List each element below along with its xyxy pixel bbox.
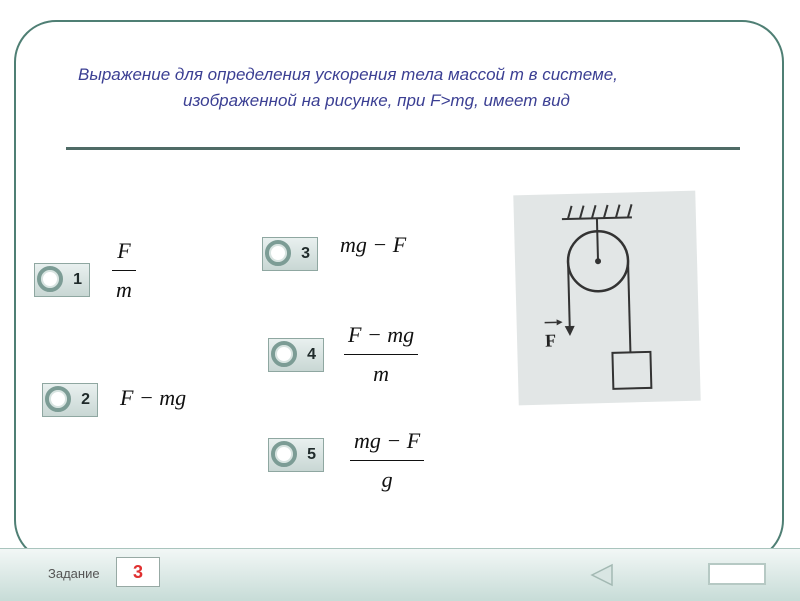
option-2-button[interactable]: [42, 383, 98, 417]
divider: [66, 147, 740, 150]
radio-icon: [37, 266, 63, 292]
radio-icon: [265, 240, 291, 266]
question-line-1: Выражение для определения ускорения тела массой m в системе,: [60, 62, 740, 88]
radio-icon: [271, 441, 297, 467]
fraction-bar: [112, 270, 136, 271]
rope-right: [628, 260, 630, 352]
radio-icon: [45, 386, 71, 412]
pulley-figure: [513, 191, 700, 406]
option-5-formula: [350, 428, 424, 493]
fraction-bar: [344, 354, 418, 355]
denominator: m: [344, 361, 418, 387]
task-number-badge: 3: [116, 557, 160, 587]
option-1-formula: [112, 238, 136, 303]
task-label: Задание: [48, 566, 100, 581]
force-arrow-head: [565, 326, 575, 336]
denominator: m: [112, 277, 136, 303]
option-number: 5: [307, 446, 316, 464]
option-4-button[interactable]: [268, 338, 324, 372]
numerator: mg − F: [350, 428, 424, 454]
pulley-axle: [595, 258, 601, 264]
option-1-button[interactable]: [34, 263, 90, 297]
pulley-mount: [597, 218, 598, 261]
next-button[interactable]: [708, 563, 766, 585]
option-number: 4: [307, 346, 316, 364]
back-button[interactable]: [588, 563, 616, 587]
back-arrow-icon: [588, 563, 616, 587]
question-line-2: изображенной на рисунке, при F>mg, имеет вид: [60, 88, 740, 114]
numerator: F: [112, 238, 136, 264]
mass-block: [612, 352, 651, 389]
option-number: 2: [81, 391, 90, 409]
option-2-formula: F − mg: [120, 385, 186, 411]
footer-bar: [0, 548, 800, 601]
option-3-formula: mg − F: [340, 232, 406, 258]
option-number: 3: [301, 245, 310, 263]
pulley-diagram: [513, 191, 700, 406]
option-5-button[interactable]: [268, 438, 324, 472]
option-4-formula: [344, 322, 418, 387]
fraction-bar: [350, 460, 424, 461]
option-number: 1: [73, 271, 82, 289]
denominator: g: [350, 467, 424, 493]
numerator: F − mg: [344, 322, 418, 348]
option-3-button[interactable]: [262, 237, 318, 271]
force-label: F: [545, 330, 557, 350]
radio-icon: [271, 341, 297, 367]
question-text: [60, 62, 740, 114]
